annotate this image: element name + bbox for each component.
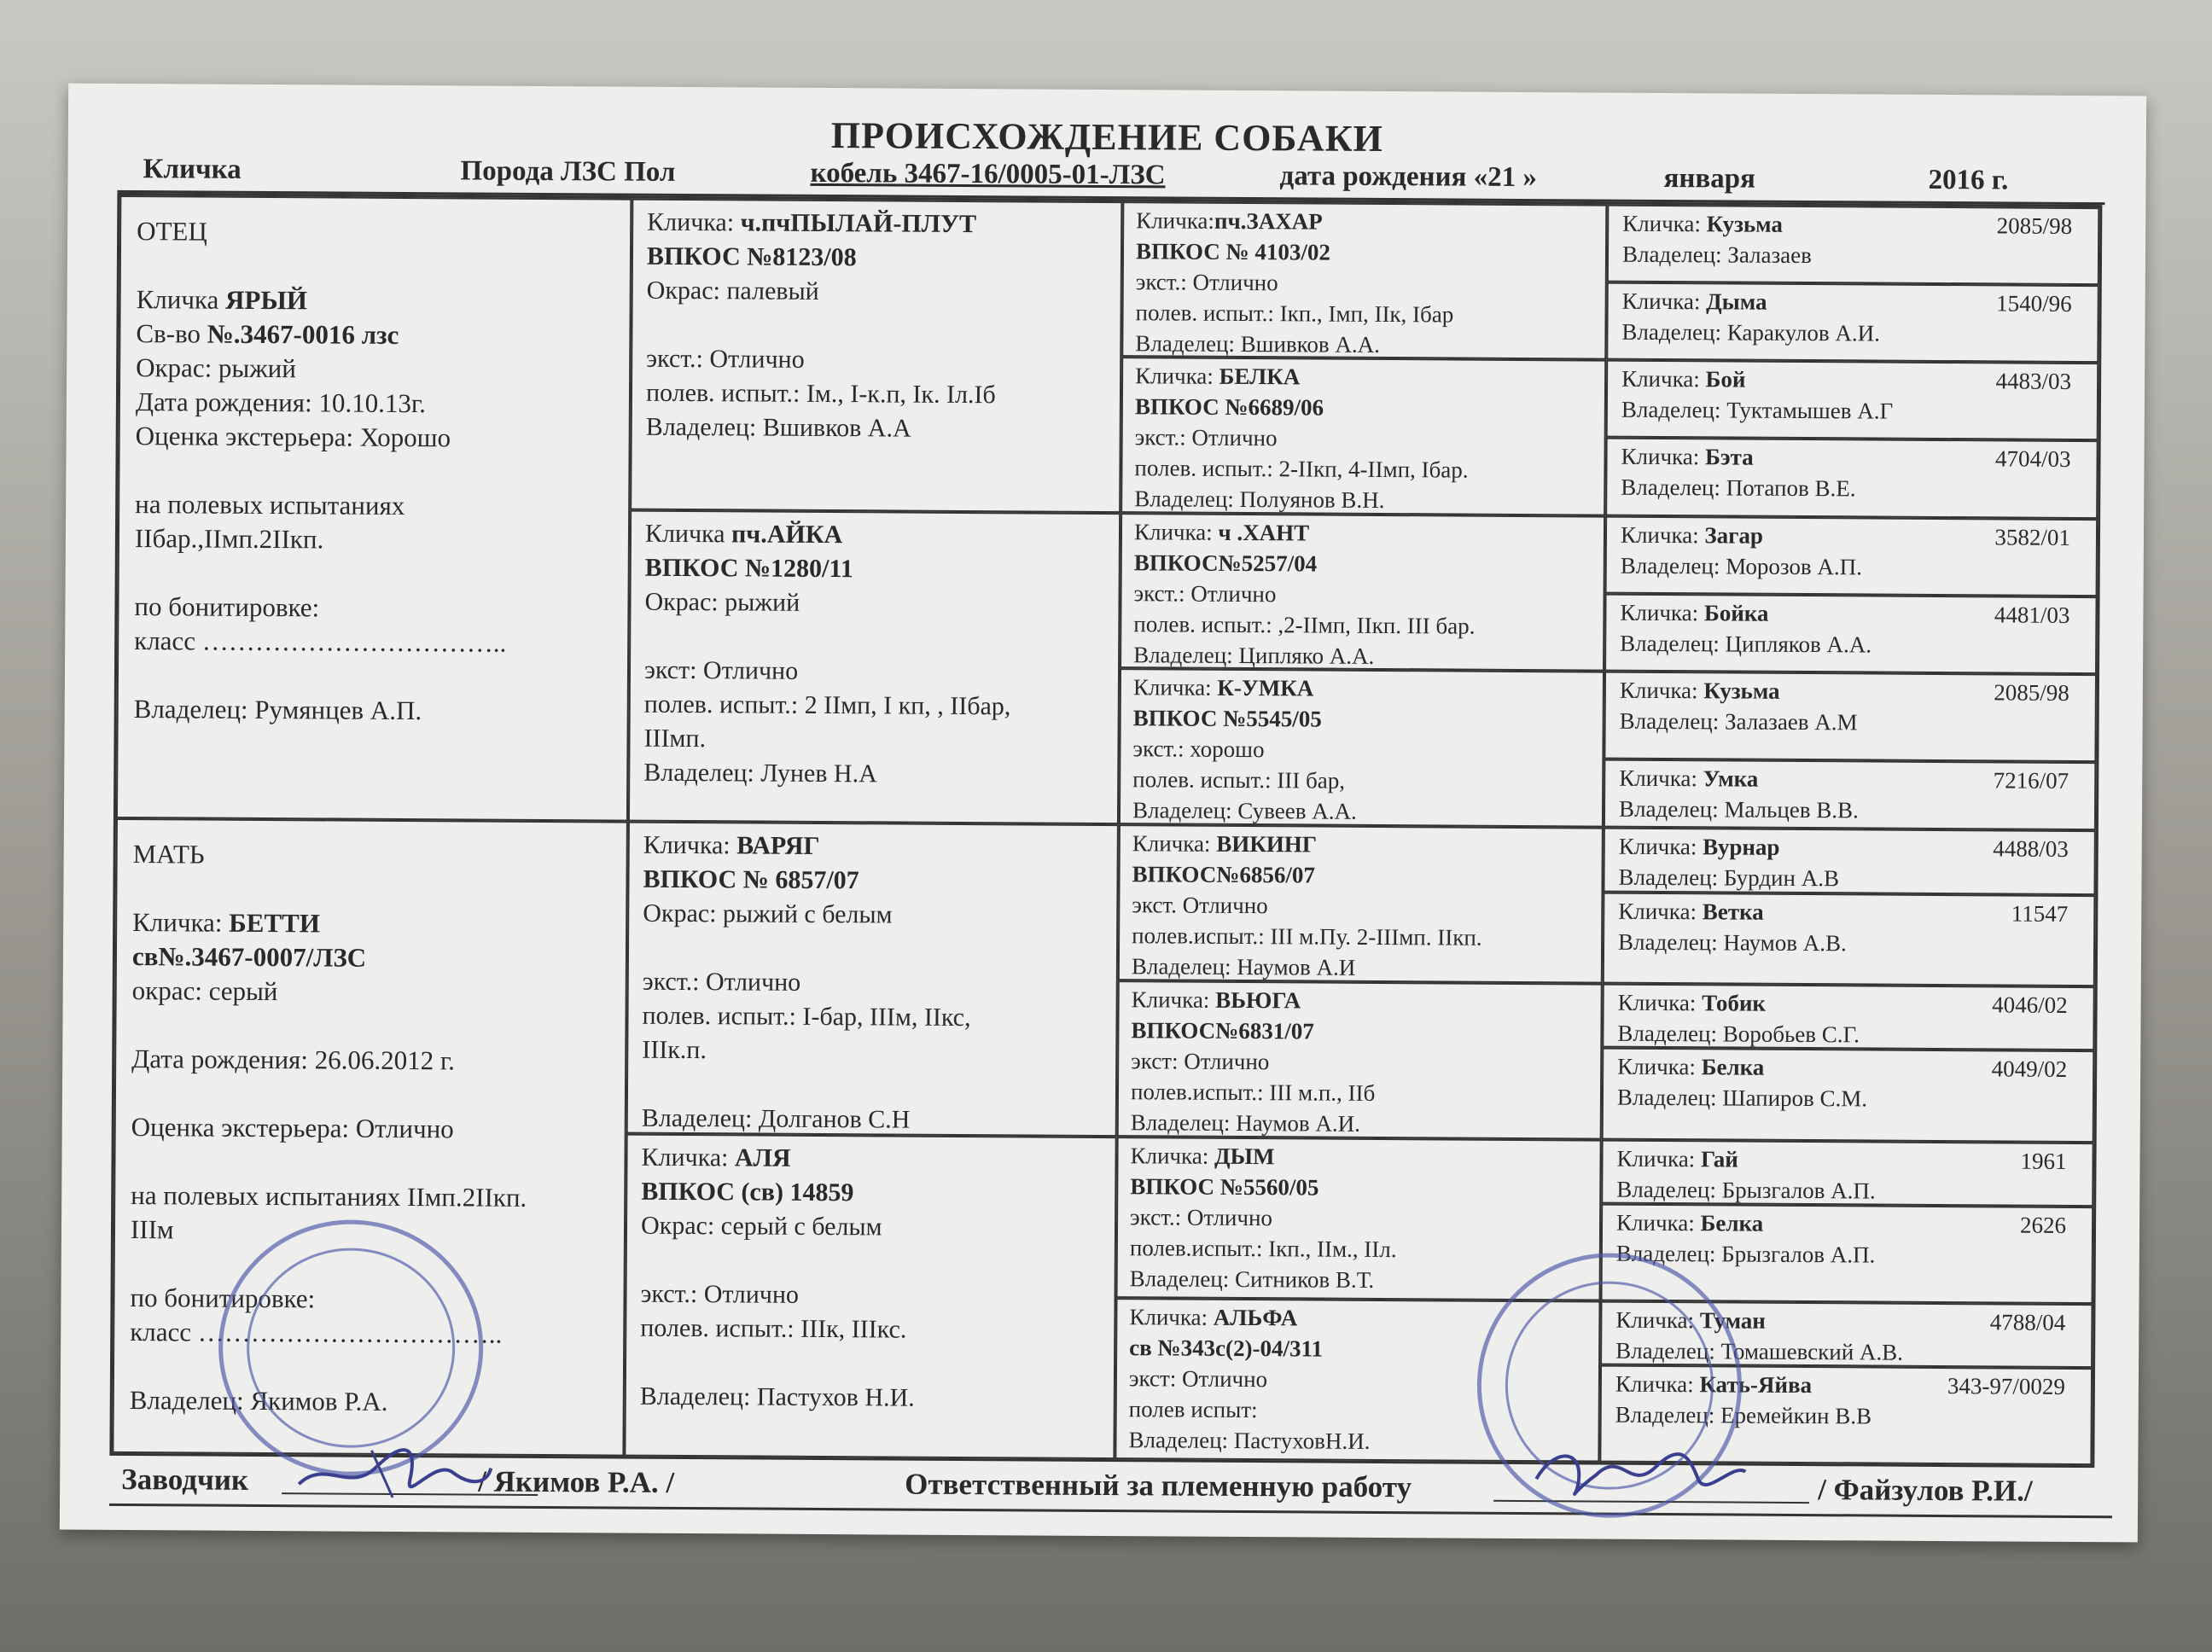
grandparent-owner: Владелец: Лунев Н.А [643,758,877,788]
great-grandparent-reg-value: ВПКОС№5257/04 [1133,550,1318,577]
ancestor-name-label: Кличка: [1620,599,1705,626]
ancestor-reg-number: 2626 [2019,1212,2067,1238]
ancestor-name-label: Кличка: [1618,833,1703,860]
father-cert-line [136,317,614,353]
ancestor-reg-number: 3582/01 [1994,524,2071,550]
grandparent-trials: полев. испыт.: 2 IIмп, I кп, , IIбар, [643,689,1011,721]
father-trials-detail: IIбар.,IIмп.2IIкп. [134,523,324,555]
mother-owner: Владелец: Якимов Р.А. [129,1385,388,1416]
mother-cert [132,939,610,976]
grandparent-reg-value: ВПКОС (св) 14859 [641,1177,854,1207]
grandparent-reg [643,863,1103,899]
ancestor-owner: Владелец: Воробьев С.Г. [1617,1020,1860,1048]
great-grandparent-trials: полев. испыт.: ,2-IIмп, IIкп. III бар. [1133,611,1476,639]
grandparent-cell [624,1134,1116,1460]
ancestor-name-label: Кличка: [1621,365,1706,393]
ancestor-reg-number: 2085/98 [1996,212,2073,239]
great-grandparent-name-line [1130,1140,1587,1173]
father-heading: ОТЕЦ [137,216,207,247]
grandparent-color: Окрас: палевый [646,276,819,305]
ancestor-name: Бэта [1704,444,1754,470]
great-grandparent-trials: полев. испыт.: 2-IIкп, 4-IIмп, Iбар. [1134,455,1469,483]
great-grandparent-trials: полев.испыт.: III м.п., IIб [1130,1079,1376,1106]
grandparent-owner: Владелец: Долганов С.Н [641,1103,911,1134]
grandparent-cell [630,199,1122,514]
great-grandparent-name-line [1132,828,1590,861]
great-grandparent-owner: Владелец: Сувеев А.А. [1132,797,1357,824]
mother-name-line [132,905,610,942]
birth-year: 2016 г. [1928,164,2009,196]
breed-field: Порода ЛЗС Пол [460,155,676,188]
ancestor-cell [1603,828,2095,896]
ancestor-owner: Владелец: Ципляков А.А. [1620,630,1872,658]
grandparent-trials-detail: IIIмп. [643,724,707,753]
great-grandparent-cell [1120,513,1605,671]
ancestor-name: Белка [1700,1210,1764,1236]
ancestor-cell [1605,516,2098,597]
mother-name-label: Кличка: [132,907,230,938]
great-grandparent-trials: полев. испыт.: III бар, [1132,766,1346,794]
father-dob: Дата рождения: 10.10.13г. [135,387,427,419]
great-grandparent-cell [1119,668,1604,827]
mother-name: БЕТТИ [229,907,320,939]
grandparent-reg-value: ВПКОС № 6857/07 [643,864,859,895]
ancestor-name-line [1616,1143,2078,1177]
breeder-label: Заводчик [121,1462,249,1497]
father-cert: №.3467-0016 лзс [207,318,399,350]
ancestor-name: Кузьма [1703,678,1780,704]
great-grandparent-reg-value: ВПКОС№6856/07 [1132,861,1316,888]
responsible-signature [1528,1432,1750,1510]
great-grandparent-trials: полев.испыт.: Iкп., IIм., IIл. [1129,1235,1397,1263]
great-grandparent-reg-value: ВПКОС №5560/05 [1130,1173,1319,1201]
grandparent-name: пч.АЙКА [731,520,843,550]
great-grandparent-name-label: Кличка: [1135,363,1220,389]
great-grandparent-owner: Владелец: Вшивков А.А. [1135,330,1381,358]
ancestor-cell [1601,1140,2093,1207]
ancestor-name-label: Кличка: [1615,1370,1700,1398]
ancestor-cell [1604,594,2098,675]
sex-registration-field [810,158,1165,192]
ancestor-cell [1602,1048,2095,1143]
breeder-name: / Якимов Р.А. / [478,1464,675,1499]
grandparent-owner: Владелец: Вшивков А.А [645,412,911,443]
ancestor-cell [1605,438,2098,520]
ancestor-name-label: Кличка: [1619,765,1703,792]
ancestor-reg-number: 2085/98 [1994,679,2069,706]
ancestor-name: Вурнар [1703,834,1780,860]
ancestor-reg-number: 343-97/0029 [1947,1373,2066,1399]
mother-bonitation: по бонитировке: [130,1283,316,1314]
ancestor-owner: Владелец: Томашевский А.В. [1615,1337,1904,1365]
ancestor-owner: Владелец: Мальцев В.В. [1618,795,1859,823]
great-grandparent-owner: Владелец: ПастуховН.И. [1128,1427,1371,1454]
father-name-label: Кличка [136,284,226,315]
grandparent-reg [647,240,1107,276]
ancestor-name: Ветка [1702,899,1764,925]
father-bonitation: по бонитировке: [134,591,320,623]
great-grandparent-reg-value: ВПКОС №5545/05 [1132,705,1322,732]
great-grandparent-cell [1118,824,1604,983]
great-grandparent-name-line [1135,360,1592,393]
ancestor-cell [1606,360,2099,441]
grandparent-name-label: Кличка: [641,1143,736,1172]
grandparent-reg [645,551,1105,588]
ancestor-name: Загар [1704,522,1764,549]
ancestor-reg-number: 4481/03 [1994,602,2070,628]
great-grandparent-owner: Владелец: Наумов А.И. [1130,1109,1361,1137]
responsible-label: Ответственный за племенную работу [905,1467,1412,1504]
ancestor-owner: Владелец: Наумов А.В. [1617,928,1847,957]
great-grandparent-name-line [1136,205,1593,238]
great-grandparent-trials: полев.испыт.: III м.Пу. 2-IIIмп. IIкп. [1132,922,1482,951]
ancestor-name-label: Кличка: [1620,521,1705,549]
father-name: ЯРЫЙ [224,284,308,316]
ancestor-name: Гай [1700,1146,1738,1172]
breeder-signature [290,1433,496,1510]
great-grandparent-name-label: Кличка: [1131,986,1216,1013]
ancestor-name: Кать-Яйва [1699,1371,1813,1399]
grandparent-trials: полев. испыт.: I-бар, IIIм, IIкс, [642,1001,971,1032]
great-grandparent-reg-value: ВПКОС №6689/06 [1134,393,1324,421]
grandparent-trials: полев. испыт.: Iм., I-к.п, Iк. Iл.Iб [645,378,996,410]
ancestor-cell [1604,672,2097,763]
ancestor-owner: Владелец: Потапов В.Е. [1621,474,1856,502]
ancestor-name: Умка [1703,765,1759,792]
great-grandparent-cell [1121,201,1607,359]
ancestor-cell [1604,759,2096,831]
grandparent-cell [628,510,1121,825]
great-grandparent-exterior: экст: Отлично [1131,1048,1270,1075]
ancestor-name-label: Кличка: [1615,1306,1700,1334]
grandparent-color: Окрас: рыжий с белым [643,899,893,929]
ancestor-reg-number: 4488/03 [1993,835,2069,862]
grandparent-exterior: экст.: Отлично [646,344,805,374]
great-grandparent-name: ВИКИНГ [1216,830,1318,858]
great-grandparent-reg-value: св №343с(2)-04/311 [1129,1335,1324,1362]
grandparent-trials-detail: IIIк.п. [642,1035,707,1065]
great-grandparent-trials: полев. испыт.: Iкп., Iмп, IIк, Iбар [1135,300,1454,328]
ancestor-cell [1603,893,2096,987]
mother-color: окрас: серый [131,975,278,1007]
great-grandparent-name-label: Кличка: [1132,674,1218,701]
ancestor-name: Белка [1701,1054,1765,1080]
document-title: ПРОИСХОЖДЕНИЕ СОБАКИ [830,114,1383,160]
great-grandparent-name: БЕЛКА [1219,363,1301,390]
father-color: Окрас: рыжий [136,352,297,384]
grandparent-reg [641,1175,1101,1212]
sex-registration-value: кобель 3467-16/0005-01-ЛЗС [810,157,1166,191]
nickname-label: Кличка [143,154,242,185]
ancestor-reg-number: 7216/07 [1993,767,2069,794]
ancestor-reg-number: 4046/02 [1992,992,2068,1018]
ancestor-owner: Владелец: Залазаев [1621,241,1813,269]
ancestor-name: Туман [1699,1307,1767,1334]
grandparent-owner: Владелец: Пастухов Н.И. [639,1382,915,1412]
ancestor-owner: Владелец: Каракулов А.И. [1621,318,1881,346]
father-owner: Владелец: Румянцев А.П. [133,694,422,726]
great-grandparent-reg [1132,858,1589,892]
ancestor-owner: Владелец: Залазаев А.М [1619,707,1858,736]
great-grandparent-reg [1134,547,1592,580]
ancestor-name: Дыма [1706,288,1767,315]
grandparent-name-line [643,829,1103,865]
great-grandparent-trials: полев испыт: [1128,1396,1258,1423]
grandparent-name: АЛЯ [734,1143,791,1172]
ancestor-name-label: Кличка: [1618,898,1703,925]
mother-heading: МАТЬ [132,839,205,870]
great-grandparent-name-label: Кличка: [1136,207,1215,234]
great-grandparent-name-line [1133,672,1591,705]
ancestor-name-label: Кличка: [1617,1053,1702,1080]
ancestor-cell [1606,282,2099,364]
ancestor-reg-number: 4788/04 [1989,1309,2066,1335]
grandparent-trials: полев. испыт.: IIIк, IIIкс. [640,1313,907,1344]
ancestor-owner: Владелец: Туктамышев А.Г [1621,396,1894,424]
great-grandparent-name: пч.ЗАХАР [1214,207,1323,235]
ancestor-name-label: Кличка: [1621,288,1707,315]
grandparent-name-label: Кличка [644,519,732,549]
great-grandparent-owner: Владелец: Ситников В.Т. [1129,1265,1375,1293]
ancestor-reg-number: 1540/96 [1996,290,2072,317]
great-grandparent-name: К-УМКА [1217,674,1314,701]
father-cert-label: Св-во [136,318,207,349]
great-grandparent-exterior: экст.: Отлично [1133,580,1277,608]
great-grandparent-exterior: экст.: Отлично [1134,424,1278,451]
pedigree-document [60,84,2146,1543]
ancestor-name: Тобик [1702,990,1767,1016]
father-class: класс …………………………….. [134,625,507,658]
grandparent-color: Окрас: серый с белым [640,1211,882,1242]
great-grandparent-exterior: экст.: Отлично [1135,269,1278,296]
ancestor-owner: Владелец: Еремейкин В.В [1615,1401,1872,1429]
great-grandparent-name: АЛЬФА [1213,1304,1298,1331]
great-grandparent-name-label: Кличка: [1130,1143,1215,1169]
mother-class: класс …………………………….. [130,1317,503,1349]
great-grandparent-cell [1116,1137,1602,1300]
great-grandparent-cell [1121,357,1606,515]
father-cell [116,195,632,822]
grandparent-exterior: экст.: Отлично [642,967,801,997]
great-grandparent-exterior: экст.: Отлично [1130,1204,1273,1231]
ancestor-name-label: Кличка: [1619,677,1704,704]
father-name-line [137,282,614,319]
grandparent-color: Окрас: рыжий [644,587,800,617]
grandparent-name-label: Кличка: [647,207,741,237]
great-grandparent-exterior: экст: Отлично [1128,1365,1268,1393]
great-grandparent-name-label: Кличка: [1133,519,1219,545]
responsible-name: / Файзулов Р.И./ [1818,1473,2033,1508]
ancestor-name: Бой [1705,366,1746,393]
ancestor-name: Кузьма [1706,211,1784,237]
grandparent-name: ВАРЯГ [736,831,820,860]
great-grandparent-owner: Владелец: Наумов А.И [1131,953,1356,980]
great-grandparent-owner: Владелец: Полуянов В.Н. [1134,486,1385,514]
ancestor-name-label: Кличка: [1621,443,1706,470]
mother-dob: Дата рождения: 26.06.2012 г. [131,1044,456,1076]
ancestor-name-label: Кличка: [1616,1145,1702,1172]
ancestor-owner: Владелец: Шапиров С.М. [1616,1084,1868,1112]
great-grandparent-reg-value: ВПКОС № 4103/02 [1135,238,1330,265]
ancestor-reg-number: 4483/03 [1995,368,2072,394]
great-grandparent-name: ВЬЮГА [1215,986,1301,1014]
great-grandparent-exterior: экст.: хорошо [1132,736,1265,763]
ancestor-reg-number: 4704/03 [1994,445,2071,472]
ancestor-name: Бойка [1703,600,1769,626]
great-grandparent-reg [1135,391,1592,424]
date-of-birth-label: дата рождения «21 » [1279,160,1538,194]
grandparent-cell [626,822,1119,1137]
great-grandparent-reg [1133,702,1591,736]
great-grandparent-name-label: Кличка: [1132,830,1217,857]
great-grandparent-name-line [1134,516,1592,550]
ancestor-cell [1602,984,2094,1051]
great-grandparent-name-label: Кличка: [1129,1304,1214,1330]
great-grandparent-name: ДЫМ [1214,1143,1275,1170]
ancestor-cell [1607,205,2100,286]
ancestor-name-label: Кличка: [1622,210,1707,237]
mother-exterior: Оценка экстерьера: Отлично [131,1112,454,1144]
grandparent-name-label: Кличка: [643,830,737,860]
great-grandparent-name: ч .ХАНТ [1218,519,1310,546]
ancestor-owner: Владелец: Бурдин А.В [1618,864,1840,892]
great-grandparent-exterior: экст. Отлично [1132,892,1268,919]
grandparent-exterior: экст: Отлично [643,655,799,685]
ancestor-owner: Владелец: Брызгалов А.П. [1616,1176,1876,1204]
ancestor-owner: Владелец: Морозов А.П. [1620,552,1863,580]
great-grandparent-name-line [1132,984,1589,1017]
great-grandparent-reg [1136,236,1593,269]
grandparent-name-line [641,1141,1101,1178]
father-trials: на полевых испытаниях [135,489,405,521]
grandparent-exterior: экст.: Отлично [640,1279,800,1309]
grandparent-reg-value: ВПКОС №8123/08 [646,241,857,272]
grandparent-name-line [647,206,1107,242]
great-grandparent-reg [1130,1171,1587,1204]
great-grandparent-reg-value: ВПКОС№6831/07 [1131,1017,1314,1044]
ancestor-owner: Владелец: Брызгалов А.П. [1615,1240,1876,1268]
grandparent-reg-value: ВПКОС №1280/11 [644,553,853,584]
ancestor-name-line [1616,1207,2078,1241]
ancestor-reg-number: 11547 [2011,900,2069,927]
ancestor-reg-number: 4049/02 [1991,1056,2068,1082]
great-grandparent-owner: Владелец: Ципляко А.А. [1133,642,1375,669]
birth-month: января [1663,163,1756,195]
great-grandparent-cell [1117,980,1603,1139]
great-grandparent-reg [1131,1015,1588,1048]
grandparent-name: ч.пчПЫЛАЙ-ПЛУТ [740,208,977,239]
mother-trials: на полевых испытаниях IIмп.2IIкп. [131,1180,527,1213]
grandparent-name-line [645,517,1105,554]
mother-trials-detail: IIIм [130,1214,174,1245]
ancestor-name-label: Кличка: [1615,1209,1701,1236]
ancestor-reg-number: 1961 [2020,1148,2067,1174]
mother-cert-value: св№.3467-0007/ЛЗС [131,941,367,973]
father-exterior: Оценка экстерьера: Хорошо [135,421,451,453]
ancestor-name-label: Кличка: [1617,989,1703,1016]
